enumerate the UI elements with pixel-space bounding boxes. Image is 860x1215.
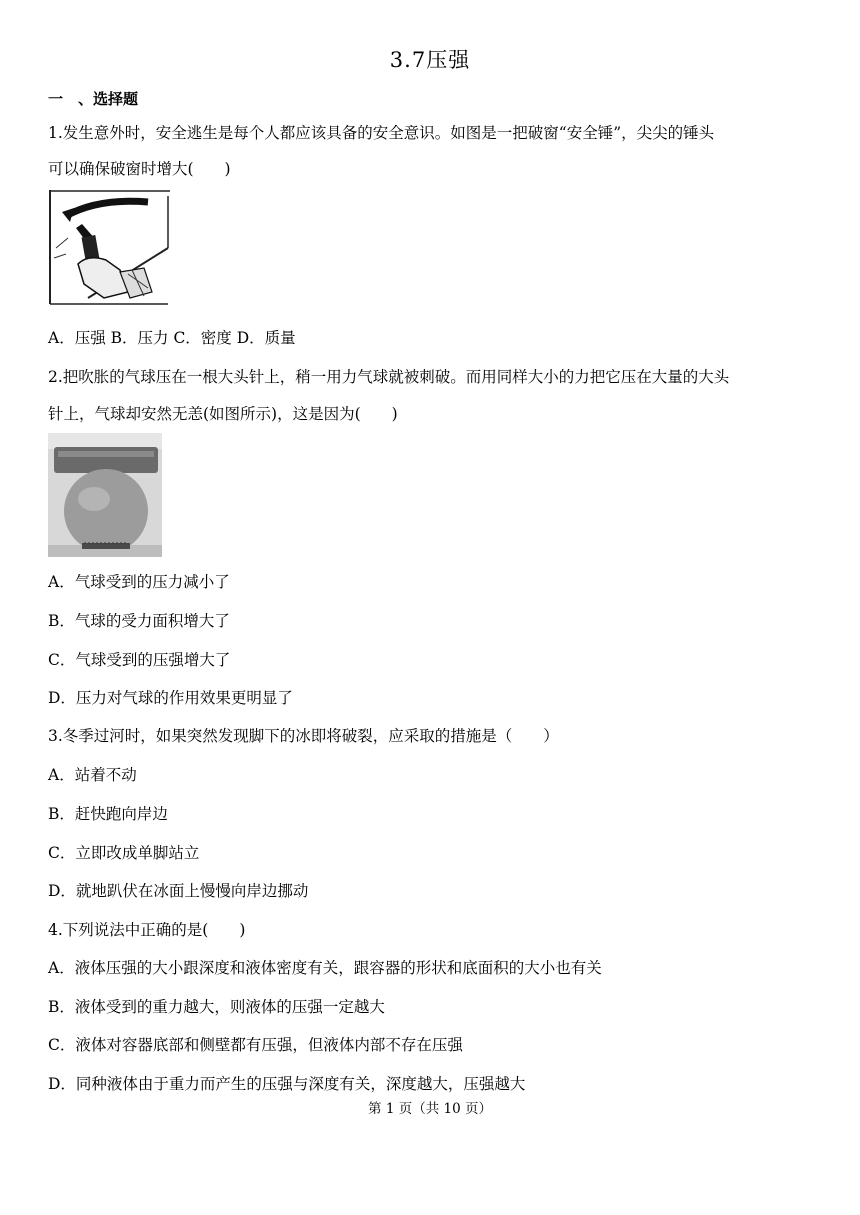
section-heading: 一 、选择题 xyxy=(48,90,139,108)
q4-option-a: A．液体压强的大小跟深度和液体密度有关，跟容器的形状和底面积的大小也有关 xyxy=(48,959,602,977)
q3-option-b: B．赶快跑向岸边 xyxy=(48,805,168,823)
q2-option-d: D．压力对气球的作用效果更明显了 xyxy=(48,689,293,707)
safety-hammer-figure xyxy=(48,188,172,306)
q4-option-c: C．液体对容器底部和侧壁都有压强，但液体内部不存在压强 xyxy=(48,1036,463,1054)
q3-stem: 3.冬季过河时，如果突然发现脚下的冰即将破裂，应采取的措施是（ ） xyxy=(48,727,559,745)
q1-options: A．压强 B．压力 C．密度 D．质量 xyxy=(48,329,296,347)
q3-option-a: A．站着不动 xyxy=(48,766,137,784)
q1-stem-line1: 1.发生意外时，安全逃生是每个人都应该具备的安全意识。如图是一把破窗“安全锤”，尖尖的锤头 xyxy=(48,124,715,142)
q2-option-b: B．气球的受力面积增大了 xyxy=(48,612,230,630)
q1-stem-line2: 可以确保破窗时增大( ) xyxy=(48,160,231,178)
q4-option-d: D．同种液体由于重力而产生的压强与深度有关，深度越大，压强越大 xyxy=(48,1075,526,1093)
q2-option-a: A．气球受到的压力减小了 xyxy=(48,573,230,591)
q4-option-b: B．液体受到的重力越大，则液体的压强一定越大 xyxy=(48,998,385,1016)
q2-stem-line2: 针上，气球却安然无恙(如图所示)，这是因为( ) xyxy=(48,405,398,423)
q3-option-c: C．立即改成单脚站立 xyxy=(48,844,200,862)
q2-option-c: C．气球受到的压强增大了 xyxy=(48,651,231,669)
q2-stem-line1: 2.把吹胀的气球压在一根大头针上，稍一用力气球就被刺破。而用同样大小的力把它压在大量的大头 xyxy=(48,368,730,386)
page-footer: 第 1 页（共 10 页） xyxy=(368,1101,492,1117)
q3-option-d: D．就地趴伏在冰面上慢慢向岸边挪动 xyxy=(48,882,309,900)
q4-stem: 4.下列说法中正确的是( ) xyxy=(48,921,246,939)
page-title: 3.7压强 xyxy=(389,48,471,72)
balloon-on-pins-figure xyxy=(48,433,162,557)
